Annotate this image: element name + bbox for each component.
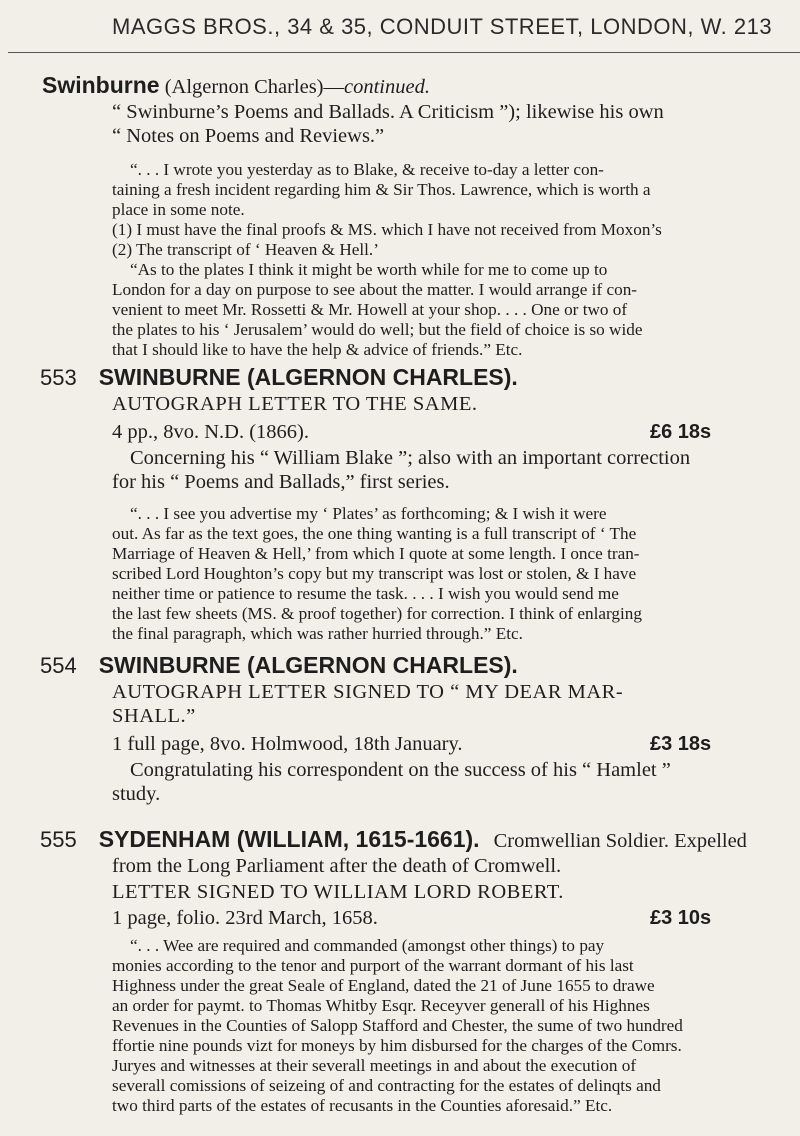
entry-desc: [112, 446, 690, 494]
continued-heading: [42, 72, 430, 99]
quote-line: the plates to his ‘ Jerusalem’ would do well; but the field of choice is so wide: [112, 320, 643, 339]
quote-line: London for a day on purpose to see about the matter. I would arrange if con-: [112, 280, 638, 299]
entry-555: [40, 826, 747, 853]
quote-line: (2) The transcript of ‘ Heaven & Hell.’: [112, 240, 379, 259]
subtitle-line: AUTOGRAPH LETTER SIGNED TO “ MY DEAR MAR-: [112, 681, 624, 703]
quote-line: place in some note.: [112, 200, 245, 219]
desc-line: Congratulating his correspondent on the success of his “ Hamlet ”: [130, 759, 671, 781]
entry-subtitle: [112, 680, 623, 728]
quote-line: scribed Lord Houghton’s copy but my transcript was lost or stolen, & I have: [112, 564, 637, 583]
quote-line: “. . . I see you advertise my ‘ Plates’ as forthcoming; & I wish it were: [130, 504, 607, 523]
desc-line: “ Notes on Poems and Reviews.”: [112, 125, 385, 147]
quote-line: “As to the plates I think it might be worth while for me to come up to: [130, 260, 608, 279]
entry-title: SYDENHAM (WILLIAM, 1615-1661).: [98, 826, 480, 852]
desc-line: for his “ Poems and Ballads,” first series.: [112, 471, 450, 493]
quote-line: severall comissions of seizeing of and contracting for the estates of delinqts and: [112, 1076, 661, 1095]
entry-price: £3 10s: [650, 907, 712, 929]
entry-title: SWINBURNE (ALGERNON CHARLES).: [98, 364, 518, 390]
entry-subtitle: LETTER SIGNED TO WILLIAM LORD ROBERT.: [112, 881, 564, 903]
quote-line: taining a fresh incident regarding him & Sir Thos. Lawrence, which is worth a: [112, 180, 651, 199]
entry-title-rest: Cromwellian Soldier. Expelled: [493, 830, 747, 852]
continued-rest: (Algernon Charles)—: [159, 76, 345, 98]
entry-number: 553: [40, 365, 77, 390]
quote-line: (1) I must have the final proofs & MS. which I have not received from Moxon’s: [112, 220, 662, 239]
entry-quote: [112, 504, 642, 644]
quote-line: the last few sheets (MS. & proof together) for correction. I think of enlarging: [112, 604, 642, 623]
quote-line: venient to meet Mr. Rossetti & Mr. Howell at your shop. . . . One or two of: [112, 300, 628, 319]
quote-line: an order for paymt. to Thomas Whitby Esqr. Receyver generall of his Highnes: [112, 996, 650, 1015]
subtitle-line: SHALL.”: [112, 705, 196, 727]
quote-line: neither time or patience to resume the task. . . . I wish you would send me: [112, 584, 619, 603]
entry-number: 554: [40, 653, 77, 678]
entry-quote: [112, 936, 683, 1116]
quote-line: monies according to the tenor and purport of the warrant dormant of his last: [112, 956, 634, 975]
entry-number: 555: [40, 827, 77, 852]
continued-quote: [112, 160, 662, 360]
quote-line: two third parts of the estates of recusants in the Counties aforesaid.” Etc.: [112, 1096, 613, 1115]
entry-desc: [112, 758, 671, 806]
page-header: [0, 14, 800, 48]
quote-line: that I should like to have the help & advice of friends.” Etc.: [112, 340, 523, 359]
entry-details: 4 pp., 8vo. N.D. (1866).: [112, 421, 310, 443]
desc-line: “ Swinburne’s Poems and Ballads. A Criticism ”); likewise his own: [112, 101, 664, 123]
desc-line: study.: [112, 783, 161, 805]
quote-line: “. . . I wrote you yesterday as to Blake, & receive to-day a letter con-: [130, 160, 604, 179]
entry-price: £3 18s: [650, 733, 712, 755]
entry-price: £6 18s: [650, 421, 712, 443]
quote-line: Highness under the great Seale of England, dated the 21 of June 1655 to drawe: [112, 976, 655, 995]
quote-line: ffortie nine pounds vizt for moneys by him disbursed for the charges of the Comrs.: [112, 1036, 682, 1055]
entry-details: 1 full page, 8vo. Holmwood, 18th January.: [112, 733, 463, 755]
continued-name: Swinburne: [42, 72, 160, 98]
quote-line: out. As far as the text goes, the one thing wanting is a full transcript of ‘ The: [112, 524, 637, 543]
entry-subtitle: AUTOGRAPH LETTER TO THE SAME.: [112, 393, 478, 415]
quote-line: “. . . Wee are required and commanded (amongst other things) to pay: [130, 936, 605, 955]
entry-title-line2: from the Long Parliament after the death of Cromwell.: [112, 855, 562, 877]
entry-554: [40, 652, 518, 679]
continued-suffix: continued.: [344, 76, 430, 98]
quote-line: Revenues in the Counties of Salopp Stafford and Chester, the sume of two hundred: [112, 1016, 683, 1035]
desc-line: Concerning his “ William Blake ”; also with an important correction: [130, 447, 691, 469]
header-rule: [8, 52, 800, 53]
quote-line: the final paragraph, which was rather hurried through.” Etc.: [112, 624, 523, 643]
quote-line: Marriage of Heaven & Hell,’ from which I quote at some length. I once tran-: [112, 544, 640, 563]
quote-line: Juryes and witnesses at their severall meetings in and about the execution of: [112, 1056, 637, 1075]
entry-details: 1 page, folio. 23rd March, 1658.: [112, 907, 378, 929]
running-header: MAGGS BROS., 34 & 35, CONDUIT STREET, LONDON, W. 213: [112, 14, 773, 39]
entry-553: [40, 364, 518, 391]
continued-desc: [112, 100, 664, 148]
entry-title: SWINBURNE (ALGERNON CHARLES).: [98, 652, 518, 678]
